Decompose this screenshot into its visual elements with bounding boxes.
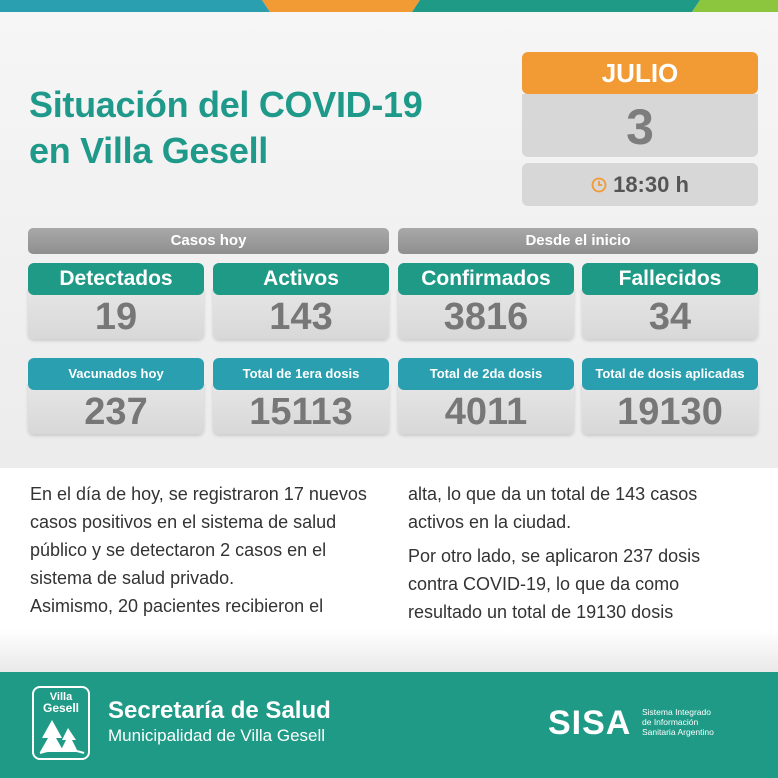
- divider-band: [0, 630, 778, 672]
- sisa-line-3: Sanitaria Argentino: [642, 727, 714, 737]
- stat-card-dosis-aplicadas: [582, 358, 758, 434]
- top-color-stripes: [0, 0, 778, 12]
- sisa-line-2: de Información: [642, 717, 699, 727]
- stat-value: 34: [582, 287, 758, 339]
- logo-line-2: Gesell: [42, 701, 80, 715]
- stat-label: Fallecidos: [582, 263, 758, 295]
- stat-value: 19130: [582, 382, 758, 434]
- tree-icon: [38, 718, 86, 756]
- body-line: Por otro lado, se aplicaron 237 dosis: [408, 546, 701, 566]
- body-line: sistema de salud privado.: [30, 568, 235, 588]
- footer-subtitle: Municipalidad de Villa Gesell: [108, 726, 326, 745]
- body-text-left: [30, 480, 390, 620]
- body-line: resultado un total de 19130 dosis: [408, 602, 674, 622]
- stat-card-activos: [213, 263, 389, 339]
- body-line: casos positivos en el sistema de salud: [30, 512, 337, 532]
- body-text-right: [408, 480, 758, 626]
- body-line: Asimismo, 20 pacientes recibieron el: [30, 596, 324, 616]
- stat-card-segunda-dosis: [398, 358, 574, 434]
- date-month: JULIO: [522, 52, 758, 94]
- page-title: [29, 82, 489, 174]
- body-line: público y se detectaron 2 casos en el: [30, 540, 327, 560]
- body-line: activos en la ciudad.: [408, 512, 572, 532]
- title-line-2: en Villa Gesell: [29, 130, 268, 171]
- logo-line-1: Villa: [49, 691, 73, 703]
- stat-card-fallecidos: [582, 263, 758, 339]
- villa-gesell-logo: [32, 686, 90, 760]
- sisa-logo: SISA: [548, 704, 632, 742]
- stat-label: Detectados: [28, 263, 204, 295]
- stat-label: Vacunados hoy: [28, 358, 204, 390]
- sisa-line-1: Sistema Integrado: [642, 707, 711, 717]
- date-time: [522, 163, 758, 206]
- logo-text: [34, 692, 88, 714]
- section-today-header: Casos hoy: [28, 228, 389, 254]
- body-line: En el día de hoy, se registraron 17 nuevos: [30, 484, 367, 504]
- stat-value: 3816: [398, 287, 574, 339]
- date-day: 3: [522, 94, 758, 157]
- stat-card-confirmados: [398, 263, 574, 339]
- footer-title: Secretaría de Salud: [108, 697, 331, 724]
- stat-card-vacunados-hoy: [28, 358, 204, 434]
- stat-value: 143: [213, 287, 389, 339]
- title-line-1: Situación del COVID-19: [29, 84, 423, 125]
- stat-value: 19: [28, 287, 204, 339]
- stat-label: Total de 1era dosis: [213, 358, 389, 390]
- stat-label: Activos: [213, 263, 389, 295]
- clock-icon: [591, 177, 607, 193]
- sisa-description: [642, 707, 714, 737]
- stat-card-primera-dosis: [213, 358, 389, 434]
- stat-label: Confirmados: [398, 263, 574, 295]
- body-line: alta, lo que da un total de 143 casos: [408, 484, 698, 504]
- stat-value: 237: [28, 382, 204, 434]
- section-since-start-header: Desde el inicio: [398, 228, 758, 254]
- stat-card-detectados: [28, 263, 204, 339]
- stat-value: 15113: [213, 382, 389, 434]
- stat-label: Total de dosis aplicadas: [582, 358, 758, 390]
- body-line: contra COVID-19, lo que da como: [408, 574, 680, 594]
- stat-value: 4011: [398, 382, 574, 434]
- stat-label: Total de 2da dosis: [398, 358, 574, 390]
- date-time-text: 18:30 h: [613, 171, 689, 197]
